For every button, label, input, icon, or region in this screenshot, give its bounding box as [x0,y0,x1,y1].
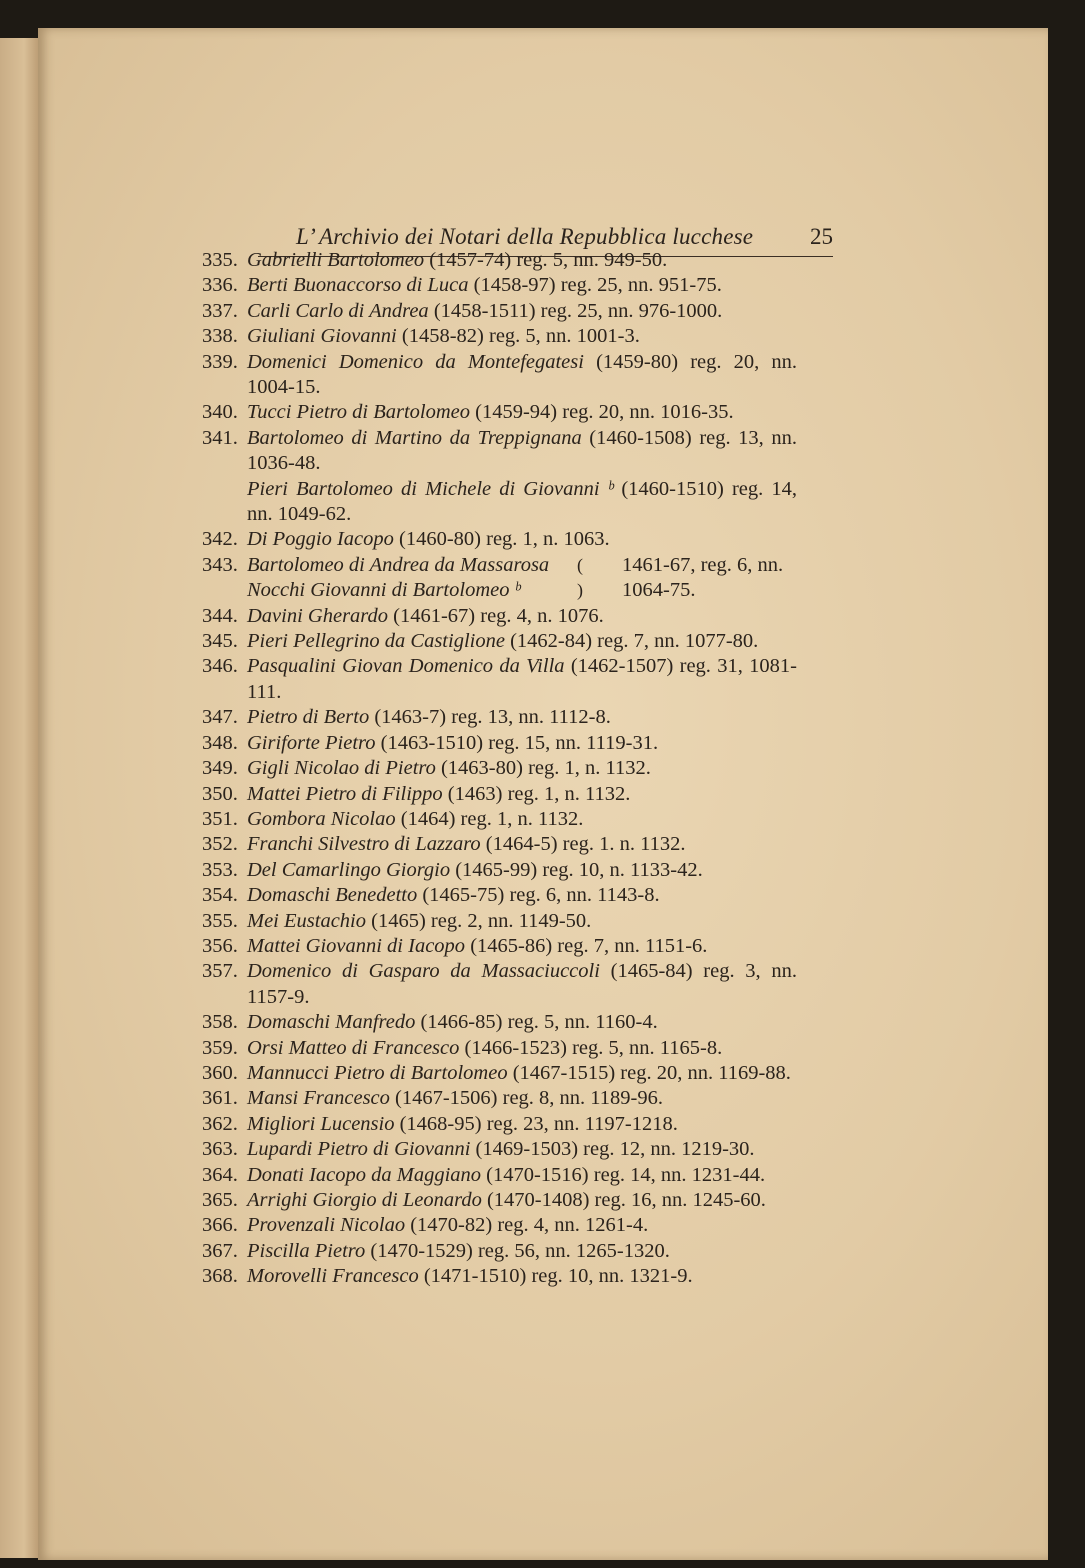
entry-details: (1460-1508) reg. 13, nn. 1036-48. [247,426,797,475]
list-item [202,756,797,781]
entry-details: 1461-67, reg. 6, nn. [622,553,784,576]
entry-number: 352. [202,833,238,856]
entry-details: (1470-1516) reg. 14, nn. 1231-44. [481,1163,766,1186]
entry-name: Berti Buonaccorso di Luca [247,274,469,297]
list-item [202,248,797,273]
entry-name: Giriforte Pietro [247,731,376,754]
list-item [202,299,797,324]
list-item [202,654,797,705]
entry-name: Bartolomeo di Martino da Treppignana [247,426,582,449]
list-item [202,629,797,654]
entry-details: (1463-1510) reg. 15, nn. 1119-31. [375,731,659,754]
entry-name: Donati Iacopo da Maggiano [247,1163,482,1186]
entry-details: (1460-1510) reg. 14, nn. 1049-62. [247,477,798,526]
entry-details: (1465-99) reg. 10, n. 1133-42. [450,858,703,881]
entry-number: 362. [202,1112,238,1135]
entry-name: Mei Eustachio [247,909,366,932]
list-item [202,527,797,552]
entry-number: 336. [202,274,238,297]
entry-details: (1464-5) reg. 1. n. 1132. [480,833,686,856]
list-item [202,832,797,857]
entry-details: (1471-1510) reg. 10, nn. 1321-9. [418,1265,693,1288]
list-item [202,1264,797,1289]
list-item [202,1163,797,1188]
entry-details: (1465-84) reg. 3, nn. 1157-9. [247,960,797,1008]
page-number: 25 [810,224,833,249]
entry-details: (1470-1529) reg. 56, nn. 1265-1320. [365,1239,670,1262]
entry-details: (1462-84) reg. 7, nn. 1077-80. [504,630,759,653]
running-title: L’ Archivio dei Notari della Repubblica lucchese [296,224,754,249]
entry-number: 342. [202,528,238,551]
list-item [202,604,797,629]
entry-details: (1463-7) reg. 13, nn. 1112-8. [369,706,611,729]
entry-details: (1458-82) reg. 5, nn. 1001-3. [396,325,640,348]
entry-number: 368. [202,1265,238,1288]
entry-details: (1459-80) reg. 20, nn. 1004-15. [247,350,797,399]
entry-details: (1457-74) reg. 5, nn. 949-50. [424,249,668,271]
entry-name: Carli Carlo di Andrea [247,299,429,322]
entry-name: Morovelli Francesco [247,1265,419,1288]
entry-name: Gigli Nicolao di Pietro [247,757,436,780]
entry-name: Franchi Silvestro di Lazzaro [247,833,481,856]
entry-number: 350. [202,782,238,805]
entry-number: 359. [202,1036,238,1059]
entry-number: 346. [202,655,238,678]
entry-name: Lupardi Pietro di Giovanni [247,1138,471,1161]
notary-list [202,248,797,1290]
entry-number: 335. [202,249,238,271]
list-item [202,959,797,1010]
list-item [202,1010,797,1035]
entry-number: 351. [202,807,238,830]
entry-details: (1462-1507) reg. 31, 1081-111. [247,655,798,703]
entry-name: Pietro di Berto [247,706,370,729]
list-item [202,807,797,832]
entry-number: 360. [202,1061,238,1084]
entry-details: (1470-82) reg. 4, nn. 1261-4. [405,1214,649,1237]
entry-number: 349. [202,757,238,780]
entry-details: (1465) reg. 2, nn. 1149-50. [366,909,592,932]
entry-details: (1458-97) reg. 25, nn. 951-75. [468,274,722,297]
list-item [202,1239,797,1264]
list-item [202,1112,797,1137]
entry-number: 341. [202,426,238,449]
entry-name: Domaschi Manfredo [247,1011,416,1034]
entry-name: Mannucci Pietro di Bartolomeo [247,1061,508,1084]
entry-number: 363. [202,1138,238,1161]
entry-number: 353. [202,858,238,881]
entry-name: Giuliani Giovanni [247,325,397,348]
list-item [202,324,797,349]
entry-name: Arrighi Giorgio di Leonardo [247,1189,482,1211]
entry-name: Di Poggio Iacopo [247,528,394,551]
list-item [202,1137,797,1162]
entry-name: Provenzali Nicolao [247,1214,406,1237]
entry-details: (1463) reg. 1, n. 1132. [442,782,631,805]
entry-number: 345. [202,630,238,653]
list-item [202,782,797,807]
entry-name: Domenici Domenico da Montefegatesi [247,350,584,373]
brace-icon: ( [577,554,583,575]
entry-name: Nocchi Giovanni di Bartolomeo ᵇ [247,579,521,602]
entry-number: 358. [202,1011,238,1034]
entry-number: 337. [202,299,238,322]
list-item [202,350,797,401]
entry-number: 338. [202,325,238,348]
list-item [202,400,797,425]
entry-details: (1466-85) reg. 5, nn. 1160-4. [415,1011,658,1034]
entry-name: Mattei Pietro di Filippo [247,782,443,805]
list-item [202,858,797,883]
entry-details: (1468-95) reg. 23, nn. 1197-1218. [394,1112,678,1135]
entry-details: (1465-75) reg. 6, nn. 1143-8. [417,884,660,907]
entry-number: 347. [202,706,238,729]
entry-details: (1464) reg. 1, n. 1132. [395,807,584,830]
list-item [202,1061,797,1086]
entry-details: (1463-80) reg. 1, n. 1132. [435,757,651,780]
entry-details: (1470-1408) reg. 16, nn. 1245-60. [481,1189,766,1211]
bracket-entry-line-2 [202,578,797,603]
list-item [202,477,797,528]
brace-icon: ) [577,580,583,601]
list-item [202,273,797,298]
entry-name: Piscilla Pietro [247,1239,366,1262]
entry-name: Domenico di Gasparo da Massaciuccoli [247,960,600,983]
entry-number: 364. [202,1163,238,1186]
entry-number: 344. [202,604,238,627]
entry-name: Gabrielli Bartolomeo [247,249,425,271]
entry-number: 356. [202,934,238,957]
entry-details: 1064-75. [622,579,696,602]
entry-name: Pieri Bartolomeo di Michele di Giovanni ᵇ [247,477,614,500]
entry-details: (1467-1515) reg. 20, nn. 1169-88. [507,1061,791,1084]
list-item [202,426,797,477]
entry-name: Del Camarlingo Giorgio [247,858,451,881]
list-item [202,883,797,908]
entry-details: (1469-1503) reg. 12, nn. 1219-30. [470,1138,755,1161]
entry-details: (1459-94) reg. 20, nn. 1016-35. [470,401,734,424]
entry-number: 340. [202,401,238,424]
list-item [202,1188,797,1213]
entry-number: 366. [202,1214,238,1237]
entry-number: 357. [202,960,238,983]
entry-name: Domaschi Benedetto [247,884,418,907]
entry-name: Mansi Francesco [247,1087,390,1110]
list-item [202,731,797,756]
entry-name: Gombora Nicolao [247,807,396,830]
entry-number: 339. [202,350,238,373]
entry-name: Davini Gherardo [247,604,389,627]
entry-name: Migliori Lucensio [247,1112,395,1135]
entry-name: Orsi Matteo di Francesco [247,1036,460,1059]
list-item [202,705,797,730]
entry-number: 361. [202,1087,238,1110]
entry-details: (1458-1511) reg. 25, nn. 976-1000. [428,299,723,322]
entry-details: (1466-1523) reg. 5, nn. 1165-8. [459,1036,723,1059]
list-item [202,934,797,959]
entry-name: Bartolomeo di Andrea da Massarosa [247,553,550,576]
facing-page-edge [0,38,40,1558]
entry-details: (1461-67) reg. 4, n. 1076. [388,604,604,627]
entry-name: Tucci Pietro di Bartolomeo [247,401,471,424]
entry-details: (1465-86) reg. 7, nn. 1151-6. [465,934,708,957]
entry-details: (1460-80) reg. 1, n. 1063. [393,528,610,551]
list-item [202,1086,797,1111]
entry-name: Mattei Giovanni di Iacopo [247,934,466,957]
list-item [202,1036,797,1061]
entry-number: 365. [202,1189,238,1211]
entry-name: Pieri Pellegrino da Castiglione [247,630,505,653]
bracket-entry-line-1 [202,553,797,578]
entry-number: 348. [202,731,238,754]
entry-name: Pasqualini Giovan Domenico da Villa [247,655,565,678]
list-item [202,909,797,934]
entry-number: 367. [202,1239,238,1262]
list-item [202,1213,797,1238]
entry-number: 354. [202,884,238,907]
entry-details: (1467-1506) reg. 8, nn. 1189-96. [389,1087,664,1110]
entry-number: 343. [202,553,238,576]
entry-number: 355. [202,909,238,932]
